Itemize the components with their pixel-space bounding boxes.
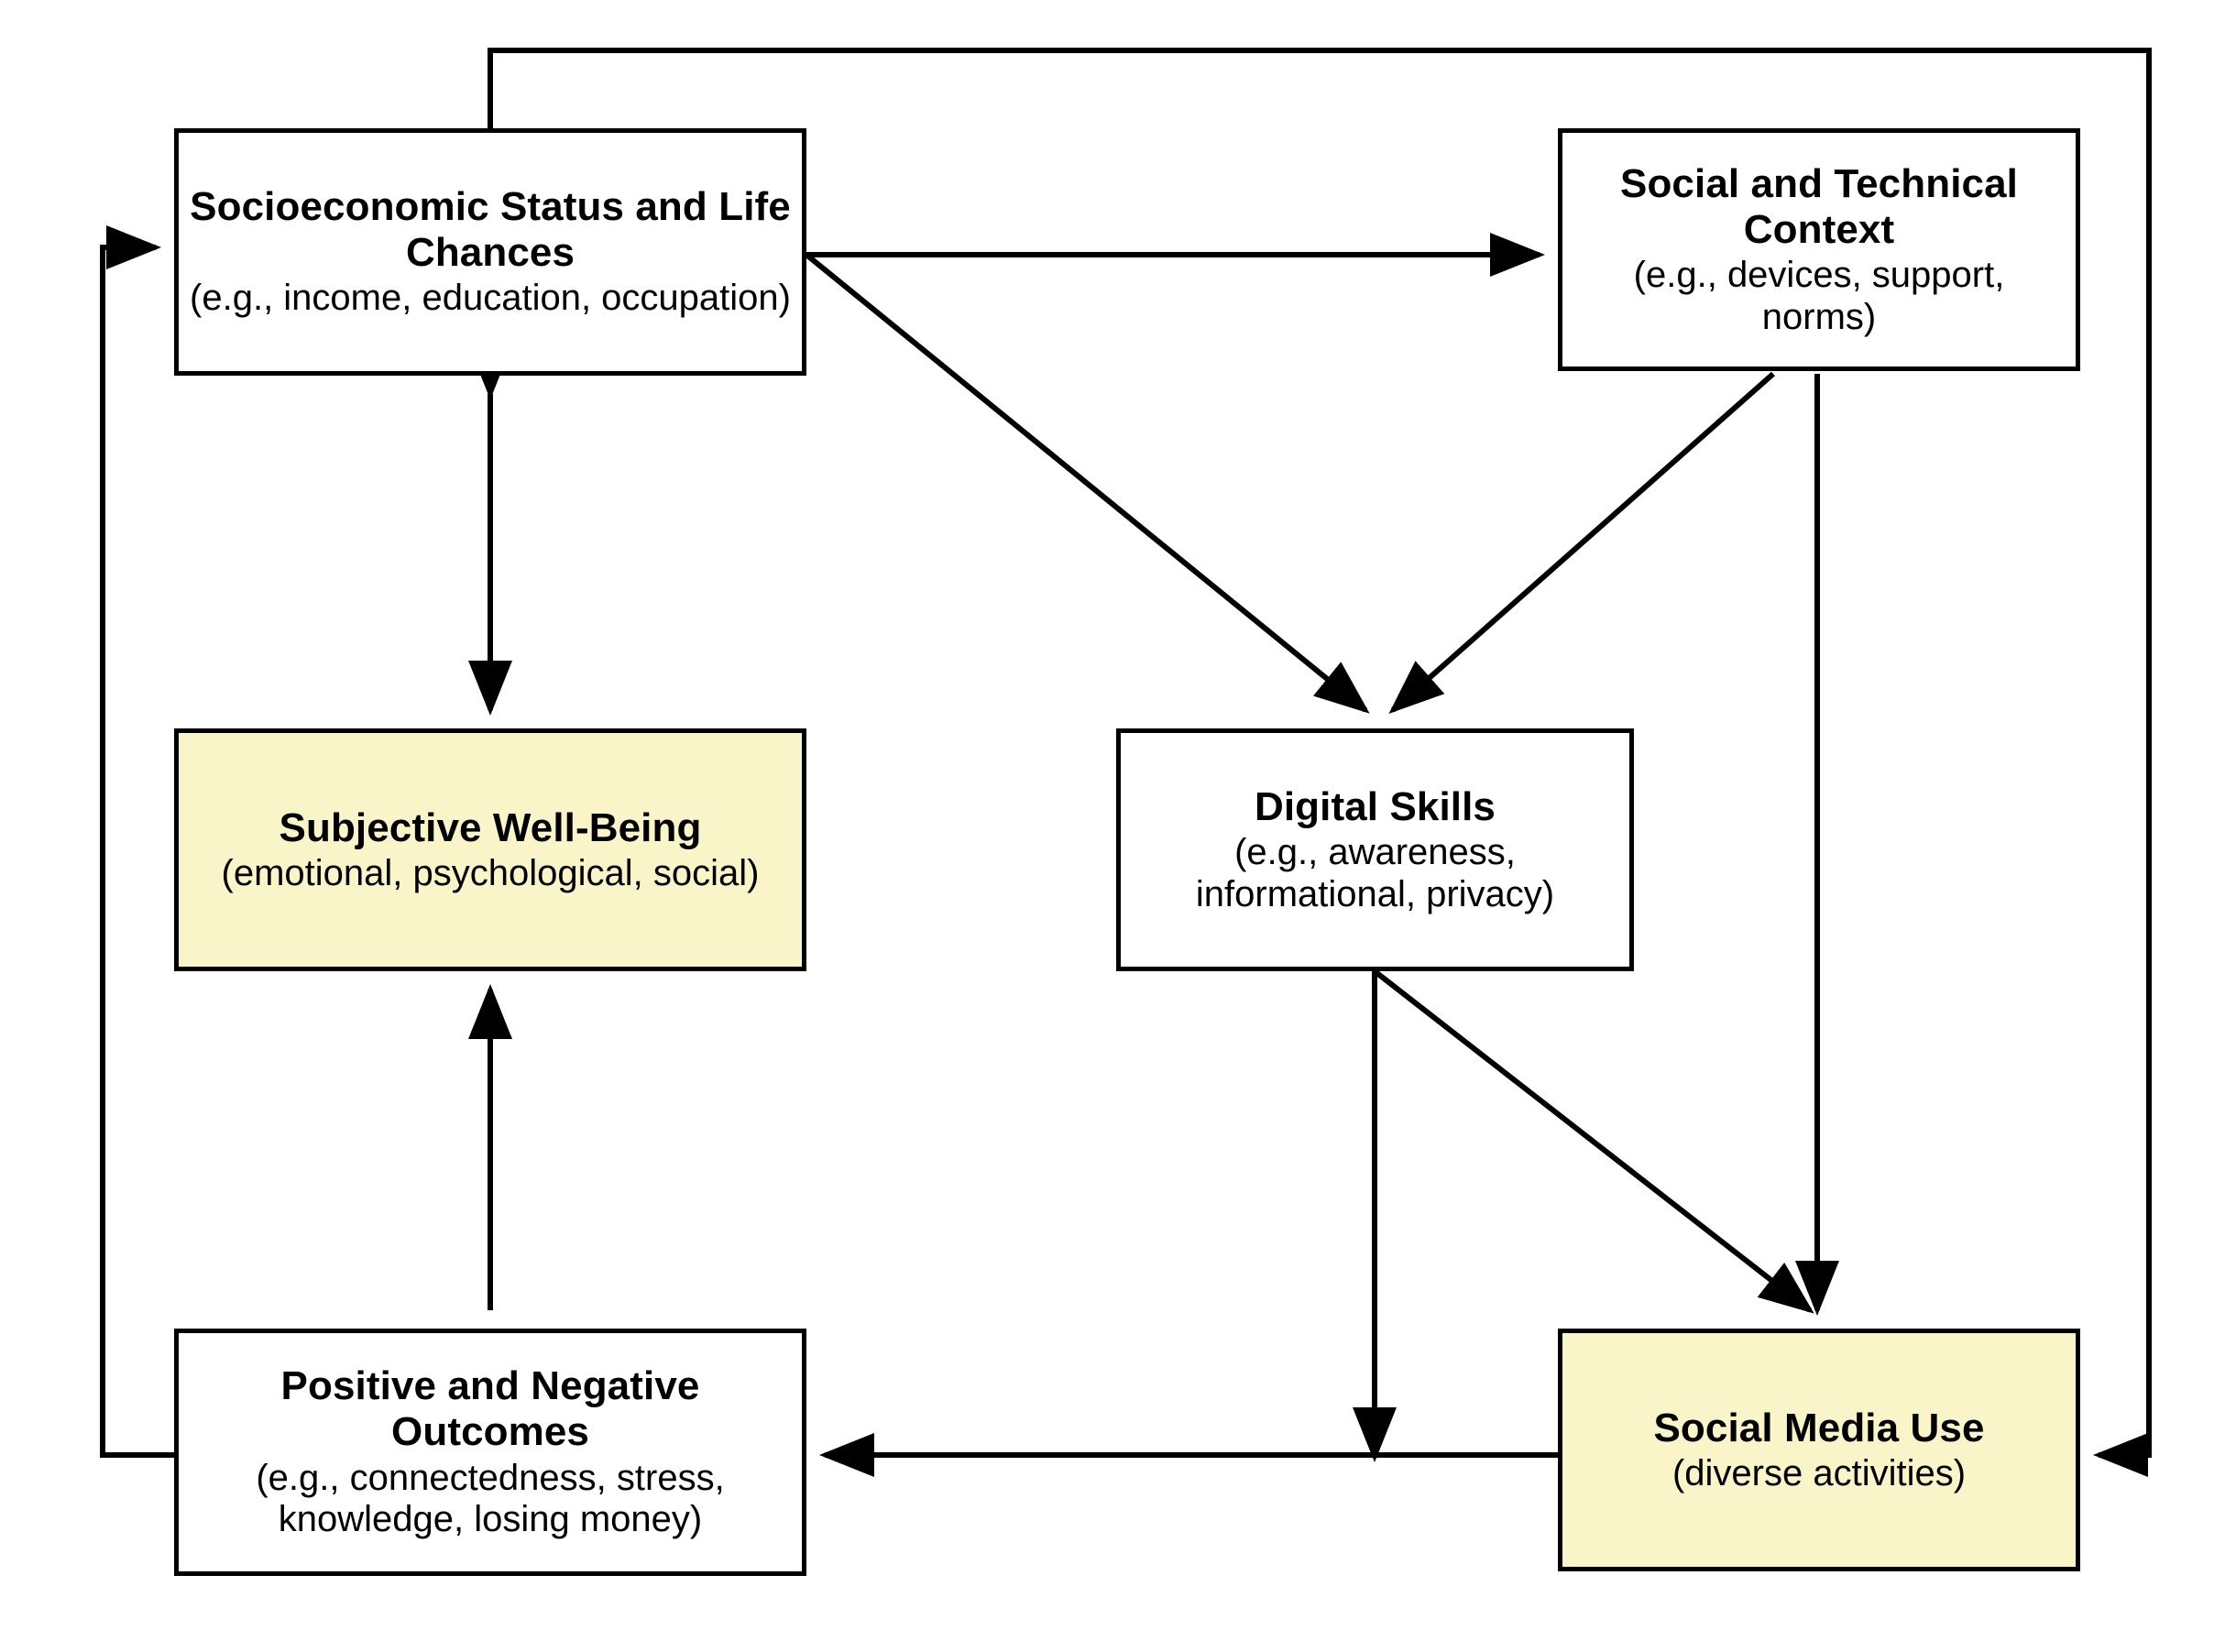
node-socioeconomic-status xyxy=(174,128,806,376)
node-subtitle: (e.g., awareness, informational, privacy) xyxy=(1195,831,1555,914)
node-subtitle: (emotional, psychological, social) xyxy=(221,852,760,893)
node-social-and-technical-context xyxy=(1558,128,2080,371)
edge-outcomes-to-ses xyxy=(103,247,174,1455)
node-digital-skills xyxy=(1116,728,1634,971)
node-title: Subjective Well-Being xyxy=(279,804,702,850)
edge-skills-to-social-media-use xyxy=(1375,971,1810,1310)
node-social-media-use xyxy=(1558,1329,2080,1571)
node-subjective-well-being xyxy=(174,728,806,971)
node-subtitle: (e.g., devices, support, norms) xyxy=(1633,255,2005,337)
edge-ses-to-skills xyxy=(806,255,1365,710)
node-positive-and-negative-outcomes xyxy=(174,1329,806,1576)
node-title: Social Media Use xyxy=(1653,1405,1985,1450)
node-subtitle: (diverse activities) xyxy=(1671,1452,1967,1493)
node-title: Socioeconomic Status and Life Chances xyxy=(190,184,791,276)
node-subtitle: (e.g., income, education, occupation) xyxy=(190,278,791,319)
node-title: Positive and Negative Outcomes xyxy=(280,1363,700,1455)
node-title: Social and Technical Context xyxy=(1620,160,2018,252)
node-title: Digital Skills xyxy=(1254,783,1496,829)
node-subtitle: (e.g., connectedness, stress, knowledge, losing money) xyxy=(256,1457,725,1540)
edge-context-to-skills xyxy=(1393,374,1773,710)
